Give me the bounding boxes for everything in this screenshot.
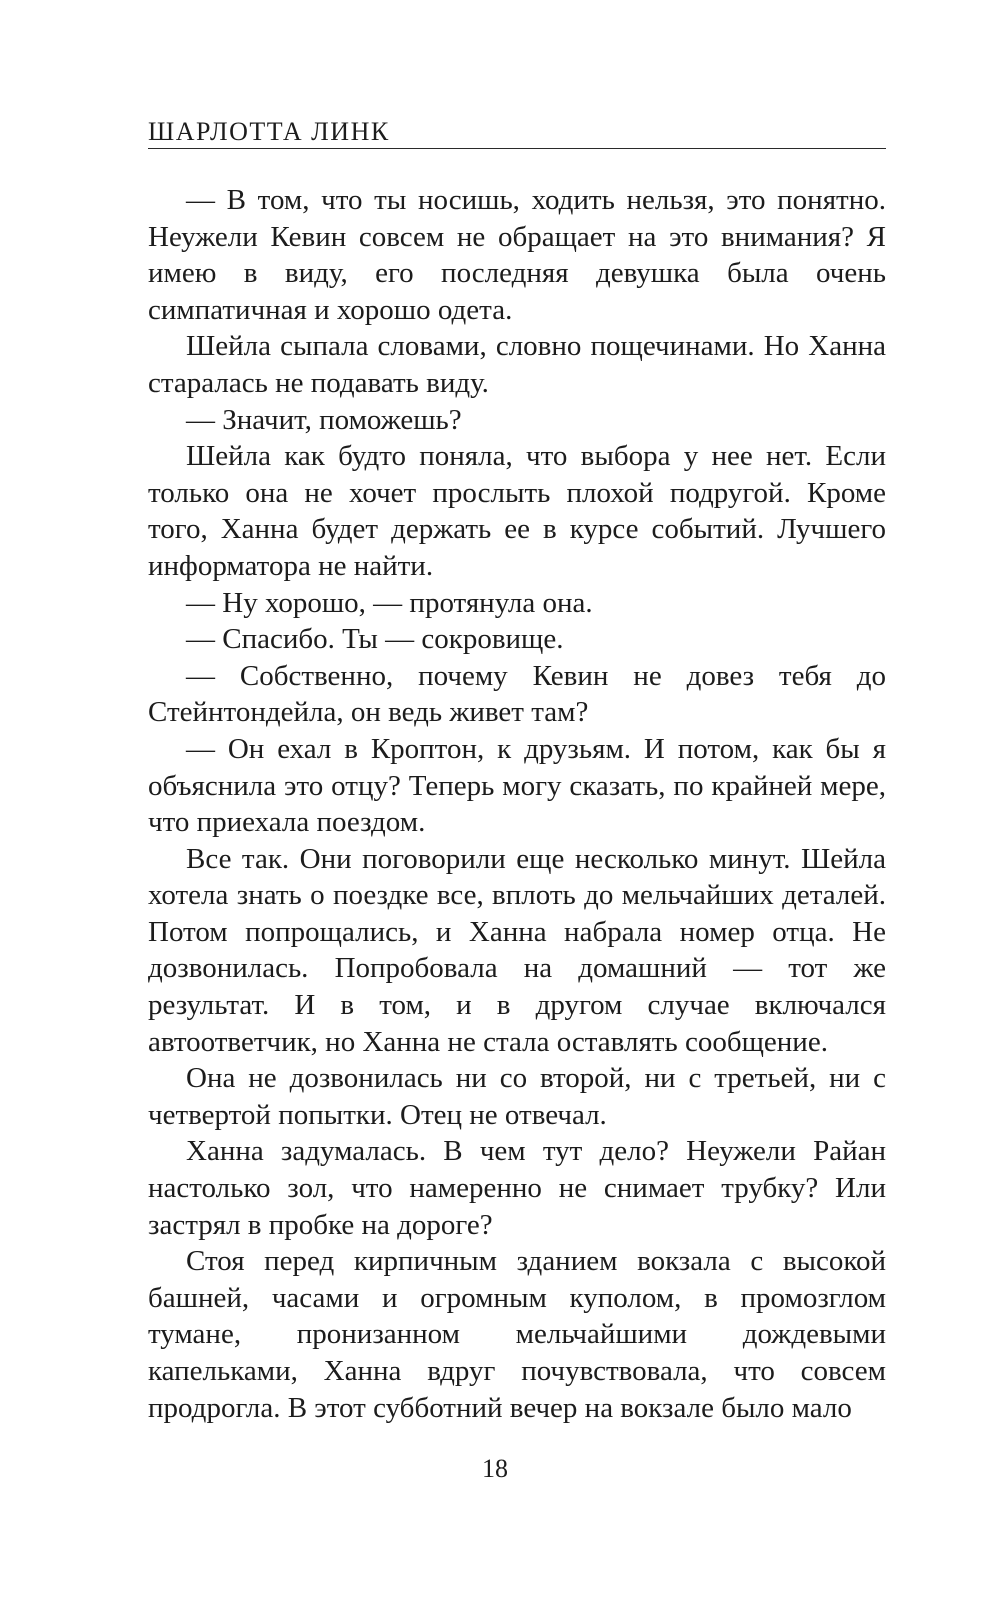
paragraph: — В том, что ты носишь, ходить нельзя, это понятно. Неужели Кевин совсем не обращает на это внимания? Я имею в виду, его последняя девушка была очень симпатичная и хорошо одета. xyxy=(148,184,886,326)
paragraph: Стоя перед кирпичным зданием вокзала с высокой башней, часами и огромным куполом, в промозглом тумане, пронизанном мельчайшими дождевыми капельками, Ханна вдруг почувствовала, что совсем продрогла. В этот субботний вечер на вокзале было мало xyxy=(148,1245,886,1424)
page-body xyxy=(148,182,886,1426)
paragraph: — Спасибо. Ты — сокровище. xyxy=(186,623,564,656)
paragraph: Шейла сыпала словами, словно пощечинами. Но Ханна старалась не подавать виду. xyxy=(148,330,886,399)
paragraph: — Собственно, почему Кевин не довез тебя до Стейнтондейла, он ведь живет там? xyxy=(148,659,886,729)
running-header xyxy=(148,116,886,149)
paragraph: Шейла как будто поняла, что выбора у нее нет. Если только она не хочет прослыть плохой подругой. Кроме того, Ханна будет держать ее в курсе событий. Лучшего информатора не найти. xyxy=(148,440,886,582)
running-title: ШАРЛОТТА ЛИНК xyxy=(148,117,390,146)
paragraph: — Он ехал в Кроптон, к друзьям. И потом, как бы я объяснила это отцу? Теперь могу сказать, по крайней мере, что приехала поездом. xyxy=(148,732,886,839)
paragraph: — Значит, поможешь? xyxy=(186,403,462,436)
page-number: 18 xyxy=(482,1454,508,1483)
paragraph: Ханна задумалась. В чем тут дело? Неужели Райан настолько зол, что намеренно не снимает трубку? Или застрял в пробке на дороге? xyxy=(148,1135,886,1241)
paragraph: — Ну хорошо, — протянула она. xyxy=(186,586,593,619)
paragraph: Все так. Они поговорили еще несколько минут. Шейла хотела знать о поездке все, вплоть до мельчайших деталей. Потом попрощались, и Ханна набрала номер отца. Не дозвонилась. Попробовала на домашний — тот же результат. И в том, и в другом случае включался автоответчик, но Ханна не стала оставлять сообщение. xyxy=(148,842,886,1058)
paragraph: Она не дозвонилась ни со второй, ни с третьей, ни с четвертой попытки. Отец не отвечал. xyxy=(148,1062,886,1131)
